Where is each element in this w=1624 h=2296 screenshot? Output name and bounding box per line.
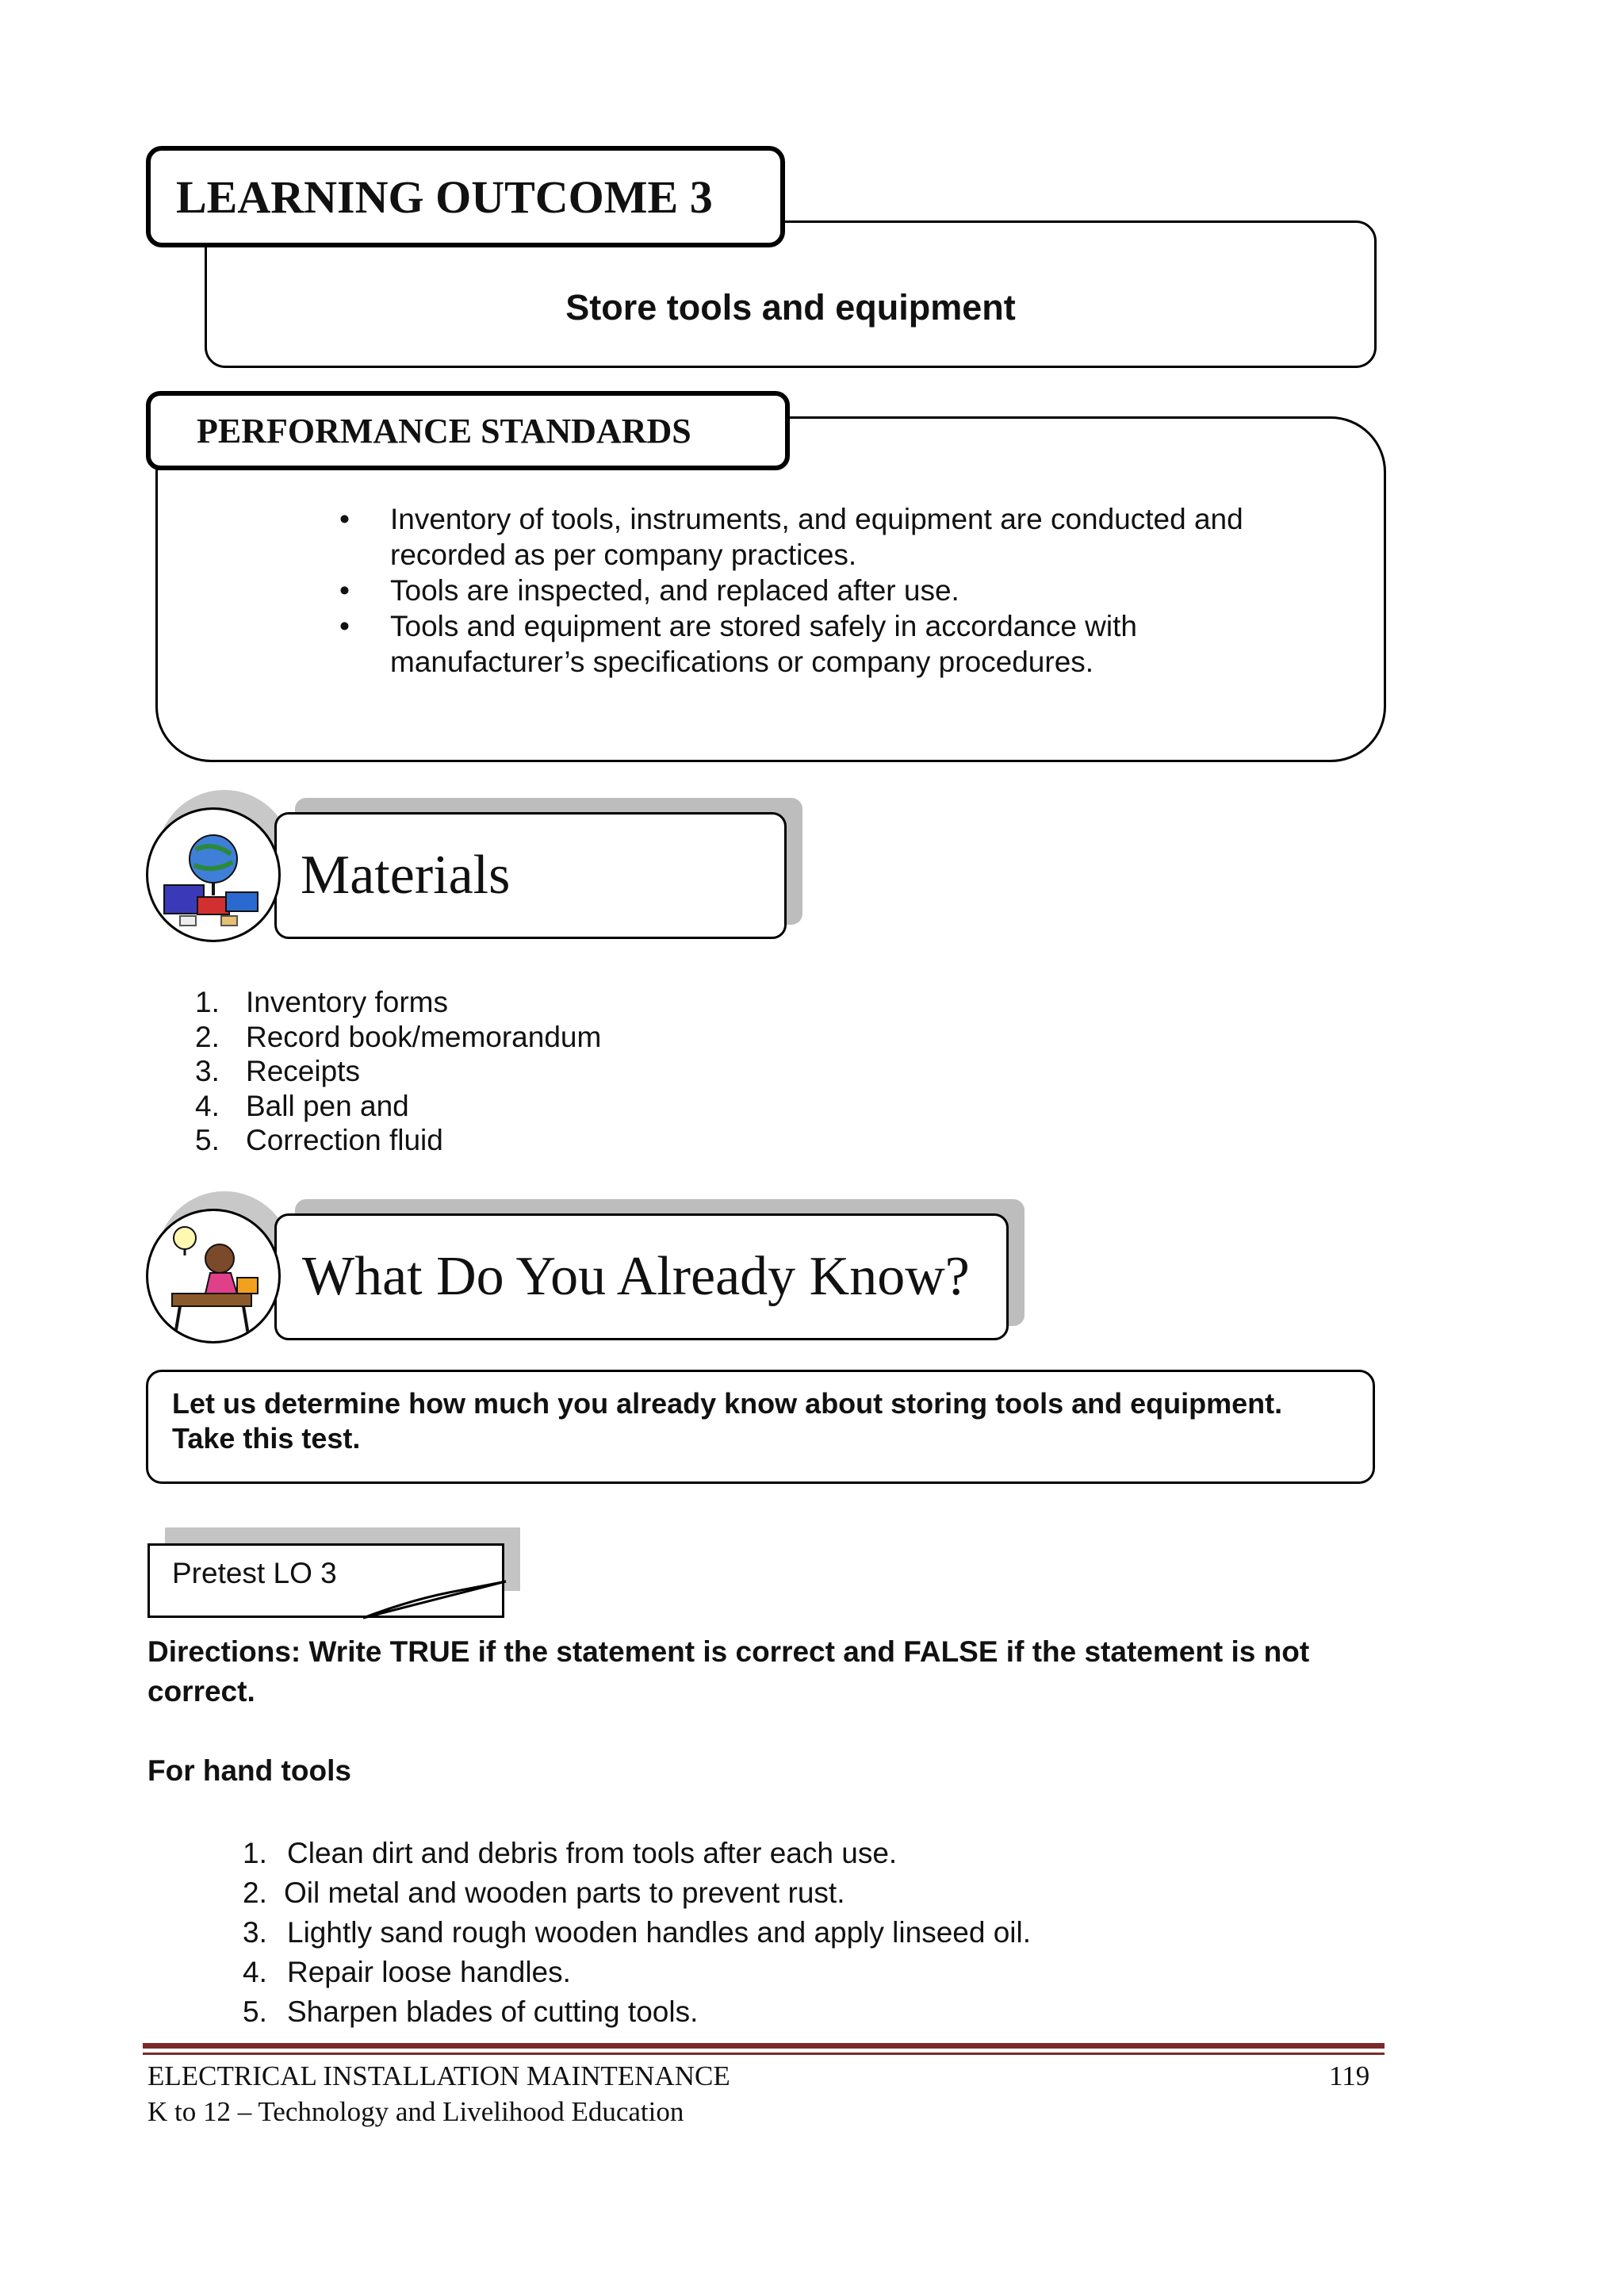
list-item: 1. Inventory forms [195, 986, 448, 1018]
list-item: 5. Sharpen blades of cutting tools. [243, 1995, 699, 2028]
intro-text: Let us determine how much you already know about storing tools and equipment. Take this test. [172, 1387, 1283, 1455]
materials-list [195, 985, 601, 1158]
materials-heading-box [274, 812, 787, 939]
materials-title: Materials [301, 845, 511, 906]
list-item: 4. Ball pen and [195, 1089, 409, 1122]
list-item: 4. Repair loose handles. [243, 1956, 571, 1988]
footer-program: K to 12 – Technology and Livelihood Education [147, 2096, 684, 2127]
hand-tools-heading: For hand tools [147, 1754, 351, 1787]
list-item: 3. Receipts [195, 1055, 360, 1087]
list-item: • Tools are inspected, and replaced after use. [339, 573, 1291, 608]
know-heading-box [274, 1213, 1009, 1340]
learning-outcome-title: LEARNING OUTCOME 3 [146, 146, 785, 247]
performance-standards-title: PERFORMANCE STANDARDS [146, 391, 790, 470]
list-item: 2. Record book/memorandum [195, 1020, 602, 1053]
globe-books-icon [146, 807, 281, 942]
learning-outcome-subtitle: Store tools and equipment [565, 287, 1016, 328]
list-item: 5. Correction fluid [195, 1124, 443, 1156]
list-item: 2. Oil metal and wooden parts to prevent rust. [243, 1876, 845, 1909]
footer-rule [143, 2043, 1385, 2049]
pretest-label: Pretest LO 3 [172, 1557, 337, 1589]
footer-rule-thin [143, 2053, 1385, 2055]
directions-text: Directions: Write TRUE if the statement is correct and FALSE if the statement is not correct. [147, 1635, 1310, 1708]
student-thinking-icon [146, 1209, 281, 1343]
intro-box [146, 1370, 1375, 1484]
list-item: 3. Lightly sand rough wooden handles and apply linseed oil. [243, 1916, 1032, 1949]
page-number: 119 [1329, 2060, 1370, 2091]
page-curl-icon [362, 1580, 512, 1621]
list-item: 1. Clean dirt and debris from tools after each use. [243, 1837, 898, 1869]
performance-standards-list [339, 501, 1291, 680]
list-item: • Tools and equipment are stored safely in accordance with manufacturer’s specifications or company procedures. [339, 608, 1291, 680]
list-item: • Inventory of tools, instruments, and equipment are conducted and recorded as per company practices. [339, 501, 1291, 573]
know-title: What Do You Already Know? [302, 1246, 970, 1307]
pretest-list [243, 1834, 1031, 2032]
footer-course: ELECTRICAL INSTALLATION MAINTENANCE [147, 2060, 730, 2091]
